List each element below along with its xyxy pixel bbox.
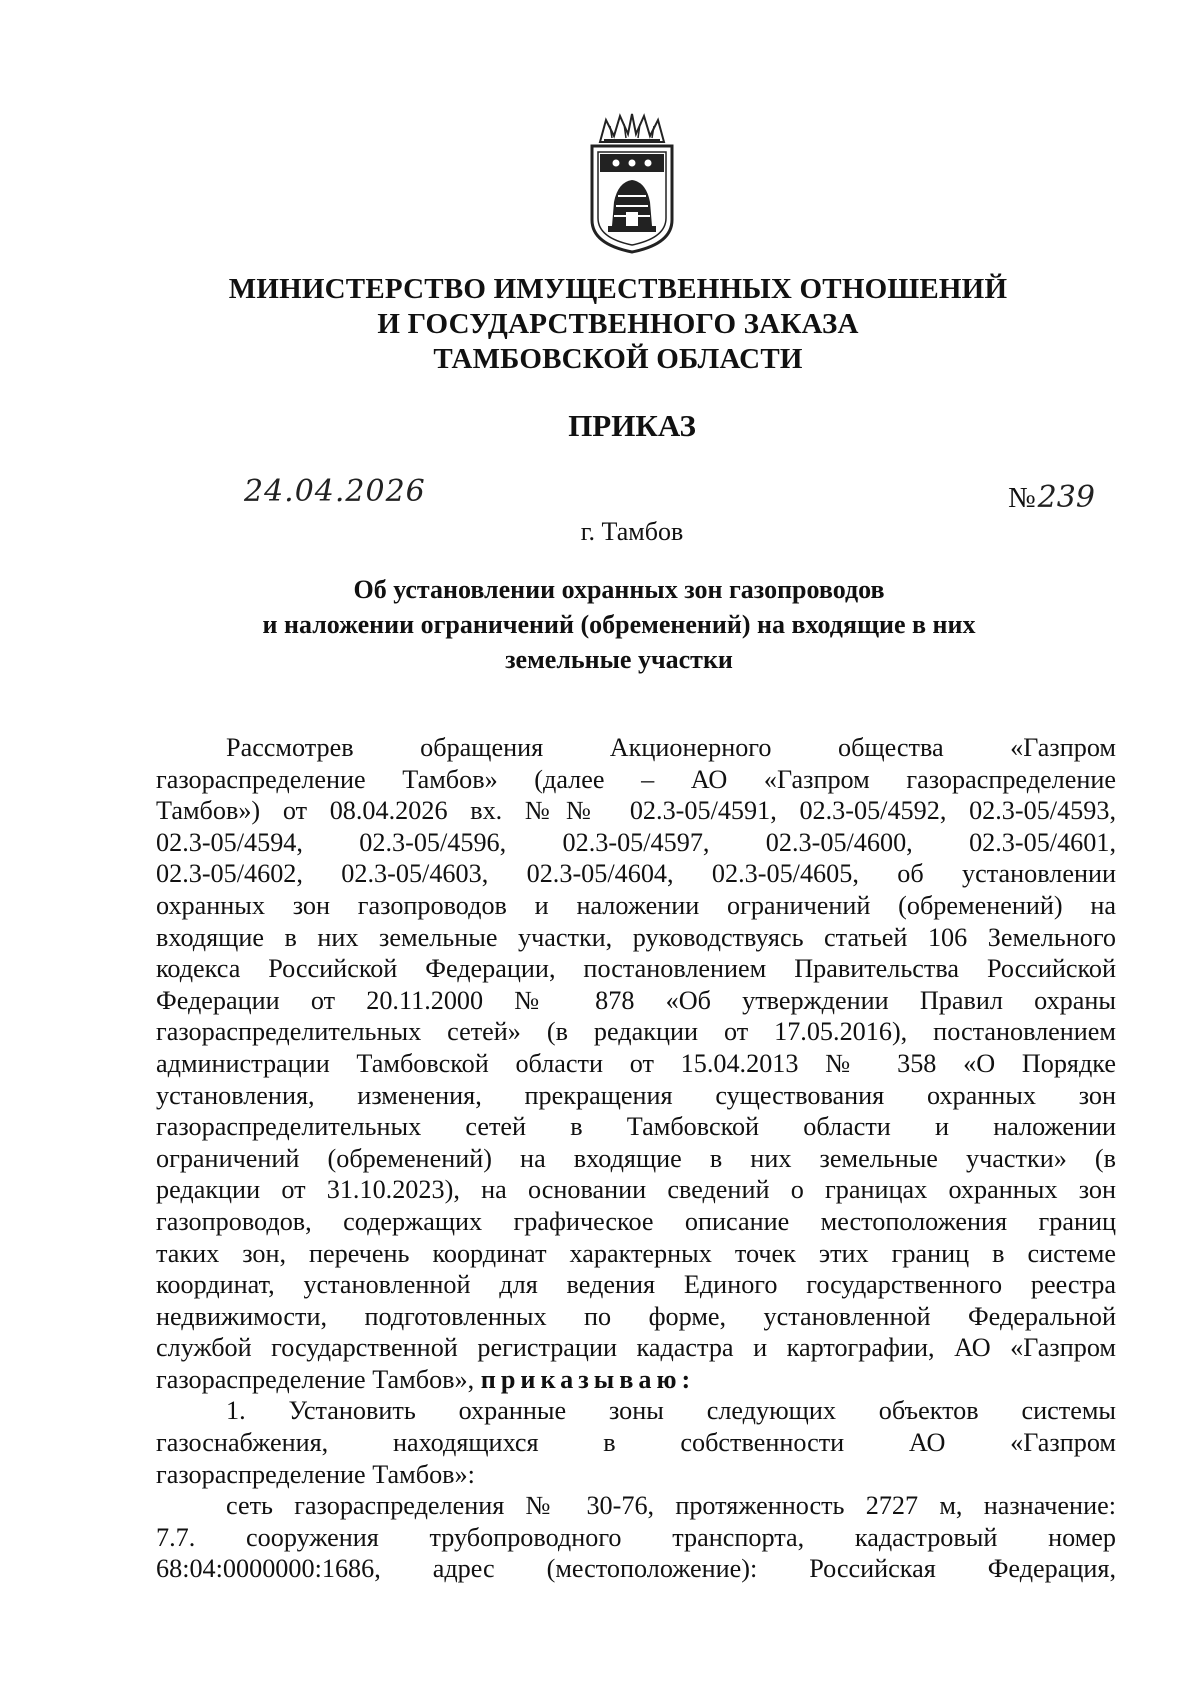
body-line: газоснабжения, находящихся в собственности АО «Газпром [156, 1428, 1116, 1458]
ministry-name [0, 272, 1200, 377]
body-line: Тамбов») от 08.04.2026 вх. №№ 02.3-05/4591, 02.3-05/4592, 02.3-05/4593, [156, 796, 1116, 826]
ministry-line: ТАМБОВСКОЙ ОБЛАСТИ [433, 343, 803, 375]
body-line: 7.7. сооружения трубопроводного транспорта, кадастровый номер [156, 1522, 1116, 1552]
order-keyword: приказываю: [480, 1364, 696, 1394]
order-number [1008, 480, 1095, 515]
subject-line: земельные участки [505, 645, 733, 674]
body-line: 68:04:0000000:1686, адрес (местоположение): Российская Федерация, [156, 1554, 1116, 1584]
body-line: Федерации от 20.11.2000 № 878 «Об утверждении Правил охраны [156, 985, 1116, 1015]
body-line-text: газораспределение Тамбов», [156, 1364, 475, 1394]
body-line: ограничений (обременений) на входящие в них земельные участки» (в [156, 1143, 1116, 1173]
city-line: г. Тамбов [580, 517, 684, 546]
body-line: администрации Тамбовской области от 15.04.2013 № 358 «О Порядке [156, 1048, 1116, 1078]
body-line: газораспределение Тамбов»: [156, 1459, 475, 1489]
preamble-paragraph [156, 732, 1116, 1364]
body-line: входящие в них земельные участки, руководствуясь статьей 106 Земельного [156, 922, 1116, 952]
body-line: 1. Установить охранные зоны следующих объектов системы [226, 1396, 1116, 1426]
subject-line: Об установлении охранных зон газопроводов [353, 575, 885, 604]
order-body [156, 732, 1116, 1585]
tambov-coat-of-arms-icon [582, 112, 682, 254]
handwritten-number: 239 [1037, 480, 1095, 515]
body-line: установления, изменения, прекращения существования охранных зон [156, 1080, 1116, 1110]
body-line: газораспределение Тамбов» (далее – АО «Газпром газораспределение [156, 764, 1116, 794]
body-line: службой государственной регистрации кадастра и картографии, АО «Газпром [156, 1333, 1116, 1363]
body-line: таких зон, перечень координат характерных точек этих границ в системе [156, 1238, 1116, 1268]
body-line [156, 1364, 1116, 1396]
body-line: кодекса Российской Федерации, постановлением Правительства Российской [156, 954, 1116, 984]
coat-of-arms-emblem [582, 112, 682, 254]
body-line: Рассмотрев обращения Акционерного общества «Газпром [226, 733, 1116, 762]
order-subject [0, 572, 1200, 677]
ministry-line: И ГОСУДАРСТВЕННОГО ЗАКАЗА [377, 308, 859, 340]
clause-1-paragraph [156, 1395, 1116, 1458]
body-line: сеть газораспределения № 30-76, протяженность 2727 м, назначение: [226, 1491, 1116, 1521]
body-line: газораспределительных сетей» (в редакции от 17.05.2016), постановлением [156, 1017, 1116, 1047]
body-line: 02.3-05/4602, 02.3-05/4603, 02.3-05/4604, 02.3-05/4605, об установлении [156, 859, 1116, 889]
body-line: газораспределительных сетей в Тамбовской области и наложении [156, 1112, 1116, 1142]
document-type-title: ПРИКАЗ [568, 408, 696, 443]
body-line: 02.3-05/4594, 02.3-05/4596, 02.3-05/4597, 02.3-05/4600, 02.3-05/4601, [156, 827, 1116, 857]
body-line: недвижимости, подготовленных по форме, установленной Федеральной [156, 1301, 1116, 1331]
body-line: редакции от 31.10.2023), на основании сведений о границах охранных зон [156, 1175, 1116, 1205]
body-line: газопроводов, содержащих графическое описание местоположения границ [156, 1206, 1116, 1236]
body-line: охранных зон газопроводов и наложении ограничений (обременений) на [156, 890, 1116, 920]
number-label: № [1008, 482, 1036, 514]
body-line: координат, установленной для ведения Единого государственного реестра [156, 1270, 1116, 1300]
subject-line: и наложении ограничений (обременений) на входящие в них [262, 610, 976, 639]
ministry-line: МИНИСТЕРСТВО ИМУЩЕСТВЕННЫХ ОТНОШЕНИЙ [228, 273, 1008, 305]
gas-network-paragraph [156, 1490, 1116, 1585]
handwritten-date: 24.04.2026 [244, 474, 426, 509]
